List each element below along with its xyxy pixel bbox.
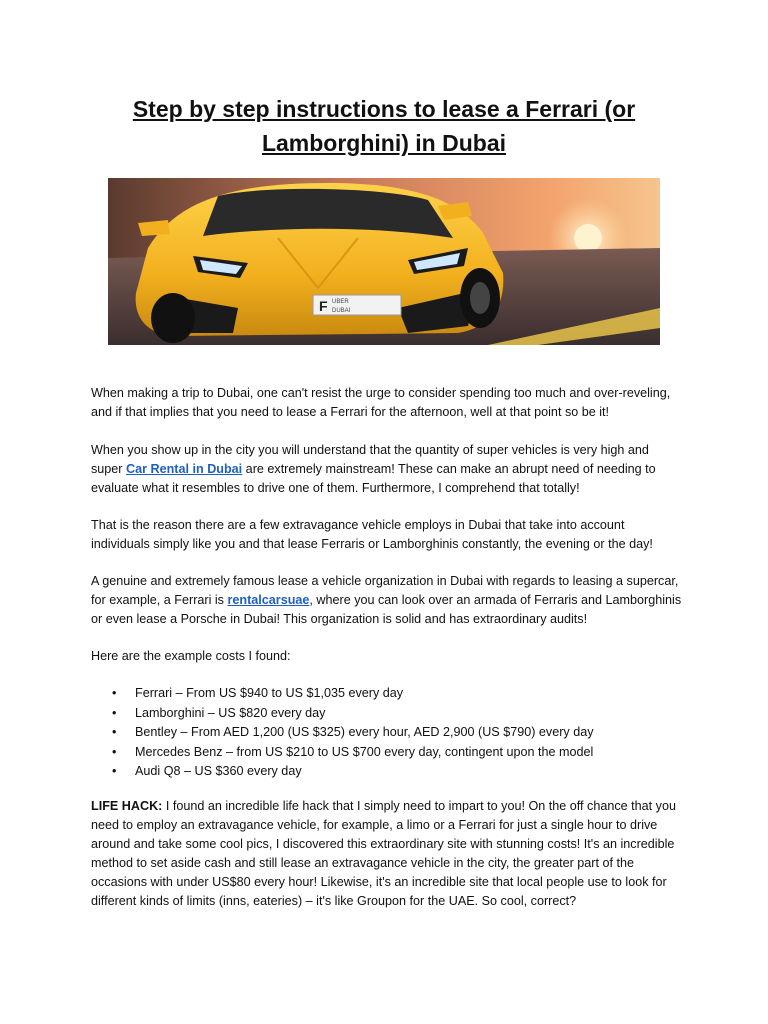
paragraph-organization-text-1: A genuine and extremely famous lease a vehicle organization in Dubai with regards to leasing a supercar, for example, a Ferrari is (91, 574, 679, 607)
paragraph-organization (91, 572, 683, 629)
article-title: Step by step instructions to lease a Ferrari (or Lamborghini) in Dubai (132, 96, 636, 156)
list-item: • Lamborghini – US $820 every day (91, 704, 683, 724)
car-rental-dubai-link[interactable]: Car Rental in Dubai (126, 462, 243, 476)
plate-letter: F (319, 298, 328, 314)
paragraph-reason: That is the reason there are a few extravagance vehicle employs in Dubai that take into account individuals simply like you and that lease Ferraris or Lamborghinis constantly, the evening or the day! (91, 518, 653, 551)
car-hero-image (108, 178, 660, 345)
life-hack-text: I found an incredible life hack that I simply need to impart to you! On the off chance that you need to employ an extravagance vehicle, for example, a limo or a Ferrari for just a single hour to drive around and take some cool pics, I discovered this extraordinary site with stunning costs! It's an incredible method to set aside cash and still lease an extravagance vehicle in the city, the greater part of the occasions with under US$80 every hour! Likewise, it's an incredible site that local people use to look for different kinds of limits (inns, eateries) – it's like Groupon for the UAE. So cool, correct? (91, 799, 676, 908)
paragraph-organization-text-2: , where you can look over an armada of Ferraris and Lamborghinis or even lease a Porsche in Dubai! This organization is solid and has extraordinary audits! (91, 593, 682, 626)
paragraph-life-hack (91, 797, 683, 911)
plate-top-text: UBER (332, 299, 349, 305)
life-hack-label: LIFE HACK: (91, 799, 163, 813)
rentalcarsuae-link[interactable]: rentalcarsuae (227, 593, 310, 607)
paragraph-city-text-1: When you show up in the city you will understand that the quantity of super vehicles is very high and super (91, 443, 649, 476)
paragraph-city-text-2: are extremely mainstream! These can make an abrupt need of needing to evaluate what it resembles to drive one of them. Furthermore, I comprehend that totally! (91, 462, 656, 495)
plate-bottom-text: DUBAI (332, 308, 351, 314)
paragraph-intro: When making a trip to Dubai, one can't resist the urge to consider spending too much and over-reveling, and if that implies that you need to lease a Ferrari for the afternoon, well at that point so be it! (91, 386, 671, 419)
paragraph-city (91, 441, 683, 498)
price-list (91, 684, 683, 782)
list-item: • Bentley – From AED 1,200 (US $325) every hour, AED 2,900 (US $790) every day (91, 723, 683, 743)
list-item: • Mercedes Benz – from US $210 to US $700 every day, contingent upon the model (91, 743, 683, 763)
list-item: • Ferrari – From US $940 to US $1,035 every day (91, 684, 683, 704)
paragraph-costs-intro: Here are the example costs I found: (91, 649, 291, 663)
list-item: • Audi Q8 – US $360 every day (91, 762, 683, 782)
yellow-lamborghini-illustration (108, 178, 660, 345)
